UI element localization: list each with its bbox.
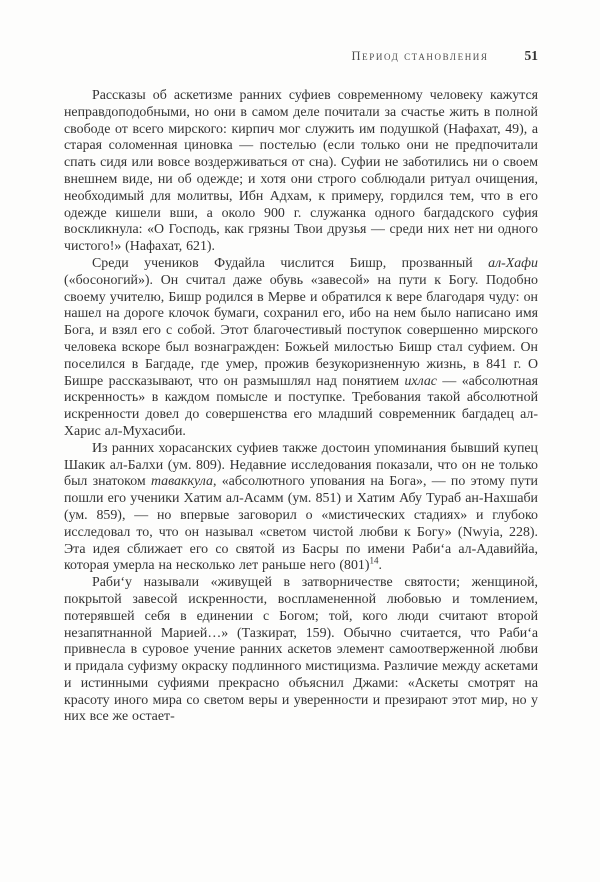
paragraph	[64, 575, 538, 726]
text-run: ал-Хафи	[488, 255, 538, 271]
footnote-marker: 14	[369, 555, 379, 566]
text-run: — «абсолютная искренность» в каждом помысле и поступке. Требования такой абсолютной искренности довел до совершенства его младший современник багдадец ал-Харис ал-Мухасиби.	[64, 373, 538, 439]
paragraph	[64, 441, 538, 575]
text-run: , «абсолютного упования на Бога», — по этому пути пошли его ученики Хатим ал-Асамм (ум. 851) и Хатим Абу Тураб ан-Нахшаби (ум. 859), — но впервые заговорил о «мистических стадиях» и глубоко исследовал то, что он называл «светом чистой любви к Богу» (Nwyia, 228). Эта идея сближает его со святой из Басры по имени Раби‘а ал-Адавиййа, которая умерла на несколько лет раньше него (801)	[64, 474, 538, 574]
running-title: Период становления	[351, 49, 489, 63]
text-run: Раби‘у называли «живущей в затворничестве святости; женщиной, покрытой завесой искренности, воспламененной любовью и томлением, потерявшей себя в единении с Богом; той, кого люди считают второй незапятнанной Марией…» (Тазкират, 159). Обычно считается, что Раби‘а привнесла в суровое учение ранних аскетов элемент самоотверженной любви и придала суфизму окраску подлинного мистицизма. Различие между аскетами и истинными суфиями прекрасно объяснил Джами: «Аскеты смотрят на красоту иного мира со светом веры и уверенности и презирают этот мир, но у них все же остает-	[64, 575, 538, 725]
text-run: Из ранних хорасанских суфиев также достоин упоминания бывший купец Шакик ал-Балхи (ум. 809). Недавние исследования показали, что он не только был знатоком	[64, 440, 538, 490]
paragraph	[64, 256, 538, 441]
text-run: («босоногий»). Он считал даже обувь «завесой» на пути к Богу. Подобно своему учителю, Бишр родился в Мерве и обратился к вере благодаря чуду: он нашел на дороге клочок бумаги, сохранил его, ибо на нем было написано имя Бога, и взял его с собой. Этот благочестивый поступок совершенно мирского человека вскоре был вознагражден: Божьей милостью Бишр стал суфием. Он поселился в Багдаде, где умер, прожив безукоризненную жизнь, в 841 г. О Бишре рассказывают, что он размышлял над понятием	[64, 272, 538, 389]
text-run: Среди учеников Фудайла числится Бишр, прозванный	[92, 255, 489, 271]
text-run: таваккула	[150, 474, 213, 490]
page-header	[64, 48, 538, 64]
text-run: ихлас	[404, 373, 437, 389]
page-number: 51	[524, 48, 538, 63]
text-block	[64, 88, 538, 726]
paragraph	[64, 88, 538, 256]
text-run: .	[378, 558, 382, 574]
text-run: Рассказы об аскетизме ранних суфиев современному человеку кажутся неправдоподобными, но они в самом деле почитали за счастье жить в полной свободе от всего мирского: кирпич мог служить им подушкой (Нафахат, 49), а старая соломенная циновка — постелью (если только они не предпочитали спать сидя или вовсе воздерживаться от сна). Суфии не заботились ни о своем внешнем виде, ни об одежде; и хотя они строго соблюдали ритуал очищения, необходимый для молитвы, Ибн Адхам, к примеру, гордился тем, что в его одежде кишели вши, а около 900 г. служанка одного багдадского суфия воскликнула: «О Господь, как грязны Твои друзья — среди них нет ни одного чистого!» (Нафахат, 621).	[64, 88, 538, 255]
